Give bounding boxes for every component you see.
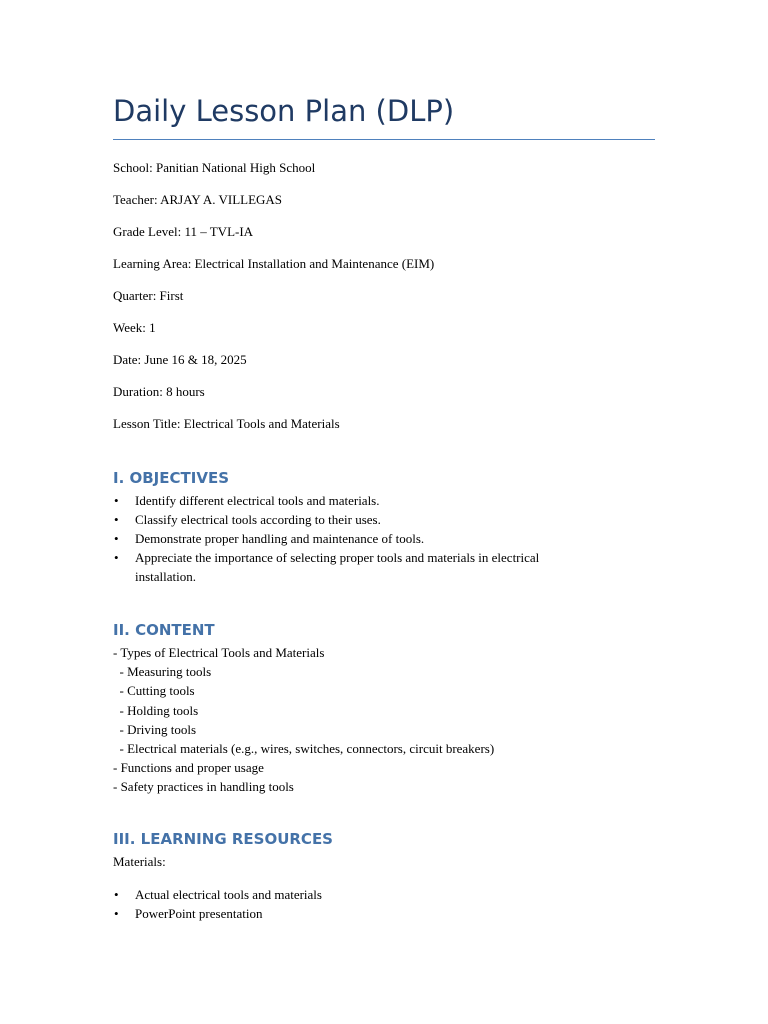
- meta-duration: Duration: 8 hours: [113, 384, 205, 399]
- bullet-icon: •: [114, 493, 119, 508]
- meta-grade-level: Grade Level: 11 – TVL-IA: [113, 224, 254, 239]
- meta-school: School: Panitian National High School: [113, 160, 316, 175]
- meta-quarter: Quarter: First: [113, 288, 184, 303]
- document-title: Daily Lesson Plan (DLP): [113, 94, 455, 128]
- meta-date: Date: June 16 & 18, 2025: [113, 352, 247, 367]
- list-item: - Safety practices in handling tools: [113, 779, 294, 795]
- list-item: • Classify electrical tools according to their uses.: [114, 512, 381, 527]
- bullet-icon: •: [114, 550, 119, 565]
- objectives-heading: I. OBJECTIVES: [113, 469, 229, 487]
- meta-week: Week: 1: [113, 320, 156, 335]
- list-item: • Actual electrical tools and materials: [114, 887, 322, 902]
- list-item: • PowerPoint presentation: [114, 906, 263, 921]
- content-list: [113, 643, 494, 797]
- meta-learning-area: Learning Area: Electrical Installation and Maintenance (EIM): [113, 256, 435, 271]
- list-item: - Electrical materials (e.g., wires, switches, connectors, circuit breakers): [113, 741, 495, 757]
- list-item: - Holding tools: [113, 702, 199, 718]
- bullet-icon: •: [114, 887, 119, 902]
- list-item: • Appreciate the importance of selecting proper tools and materials in electrical installation.: [114, 550, 540, 584]
- meta-teacher: Teacher: ARJAY A. VILLEGAS: [113, 192, 283, 207]
- meta-lesson-title: Lesson Title: Electrical Tools and Materials: [113, 416, 340, 431]
- resources-list: [113, 885, 655, 923]
- list-item: • Identify different electrical tools and materials.: [114, 493, 380, 508]
- list-item: - Types of Electrical Tools and Materials: [113, 645, 325, 660]
- title-underline: [113, 139, 655, 140]
- resources-heading: III. LEARNING RESOURCES: [113, 830, 333, 848]
- list-item: - Cutting tools: [113, 683, 195, 699]
- bullet-icon: •: [114, 512, 119, 527]
- list-item: - Measuring tools: [113, 664, 212, 680]
- bullet-icon: •: [114, 531, 119, 546]
- content-heading: II. CONTENT: [113, 621, 215, 639]
- list-item: - Driving tools: [113, 721, 197, 737]
- objectives-list: [113, 491, 655, 586]
- list-item: - Functions and proper usage: [113, 760, 264, 776]
- materials-label: Materials:: [113, 854, 166, 869]
- list-item: • Demonstrate proper handling and maintenance of tools.: [114, 531, 425, 546]
- bullet-icon: •: [114, 906, 119, 921]
